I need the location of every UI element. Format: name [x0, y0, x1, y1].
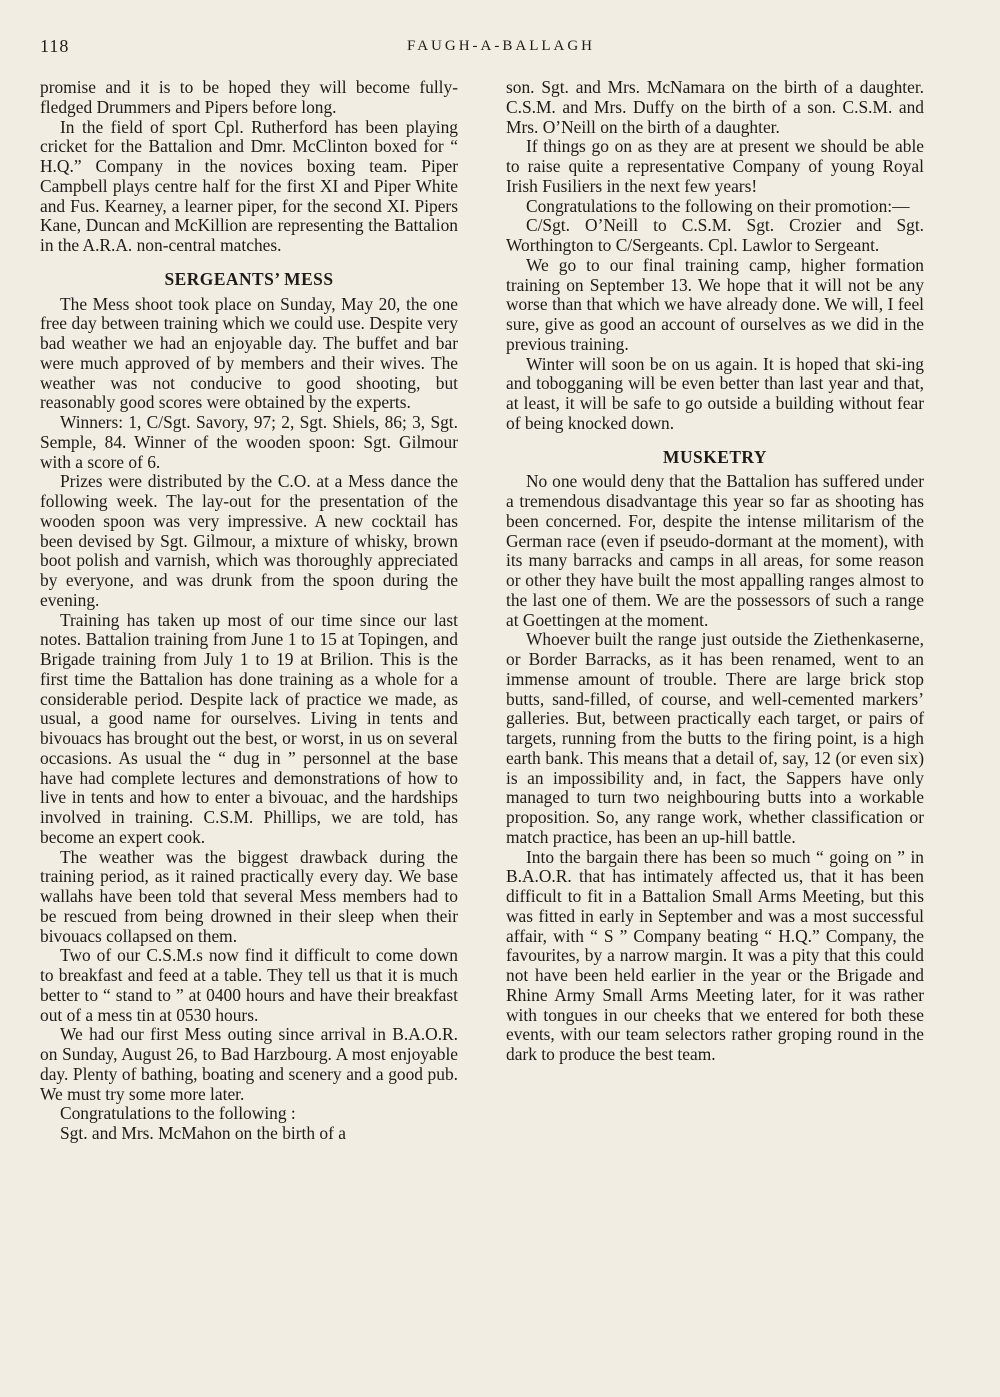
- paragraph: We had our first Mess outing since arrival in B.A.O.R. on Sunday, August 26, to Bad Harzbourg. A most enjoyable day. Plenty of bathing, boating and scenery and a good pub. We must try some more later.: [40, 1024, 458, 1104]
- paragraph: No one would deny that the Battalion has suffered under a tremendous disadvantage this year so far as shooting has been concerned. For, despite the intense militarism of the German race (even if pseudo-dormant at the moment), with its many barracks and camps in all areas, for some reason or other they have built the most appalling ranges almost to the last one of them. We are the possessors of such a range at Goettingen at the moment.: [506, 471, 924, 630]
- paragraph: Winter will soon be on us again. It is hoped that ski-ing and tobogganing will be even better than last year and that, at least, it will be safe to go outside a building without fear of being knocked down.: [506, 353, 924, 433]
- paragraph: In the field of sport Cpl. Rutherford has been playing cricket for the Battalion and Dmr. McClinton boxed for “ H.Q.” Company in the novices boxing team. Piper Campbell plays centre half for the first XI and Piper White and Fus. Kearney, a learner piper, for the second XI. Pipers Kane, Duncan and McKillion are representing the Battalion in the A.R.A. non-central matches.: [40, 116, 458, 255]
- paragraph: Whoever built the range just outside the Ziethenkaserne, or Border Barracks, as it has been renamed, went to an immense amount of trouble. There are large brick stop butts, sand-filled, of course, and well-cemented markers’ galleries. But, between practically each target, or pairs of targets, running from the butts to the firing point, is a high earth bank. This means that a detail of, say, 12 (or even six) is an impossibility and, in fact, the Sappers have only managed to turn two neighbouring butts into a workable proposition. So, any range work, whether classification or match practice, has been an up-hill battle.: [506, 629, 924, 847]
- running-head: FAUGH-A-BALLAGH: [406, 38, 596, 54]
- paragraph: Two of our C.S.M.s now find it difficult to come down to breakfast and feed at a table. They tell us that it is much better to “ stand to ” at 0400 hours and have their breakfast out of a mess tin at 0530 hours.: [40, 945, 458, 1025]
- paragraph: Into the bargain there has been so much “ going on ” in B.A.O.R. that has intimately affected us, that it has been difficult to fit in a Battalion Small Arms Meeting, but this was fitted in early in September and was a most successful affair, with “ S ” Company beating “ H.Q.” Company, the favourites, by a narrow margin. It was a pity that this could not have been held earlier in the year or the Brigade and Rhine Army Small Arms Meeting later, for it was rather with tongues in our cheeks that we entered for both these events, with our team selectors rather groping round in the dark to produce the best team.: [506, 846, 924, 1064]
- paragraph: Winners: 1, C/Sgt. Savory, 97; 2, Sgt. Shiels, 86; 3, Sgt. Semple, 84. Winner of the wooden spoon: Sgt. Gilmour with a score of 6.: [40, 412, 458, 472]
- page-number: 118: [40, 36, 70, 56]
- paragraph: If things go on as they are at present we should be able to raise quite a representative Company of young Royal Irish Fusiliers in the next few years!: [506, 136, 924, 196]
- paragraph: Congratulations to the following :: [60, 1103, 296, 1124]
- paragraph: Prizes were distributed by the C.O. at a Mess dance the following week. The lay-out for the presentation of the wooden spoon was very impressive. A new cocktail has been devised by Sgt. Gilmour, a mixture of whisky, brown boot polish and varnish, which was thoroughly appreciated by everyone, and was drunk from the spoon during the evening.: [40, 471, 458, 610]
- paragraph: We go to our final training camp, higher formation training on September 13. We hope that it will not be any worse than that which we have already done. We will, I feel sure, give as good an account of ourselves as we did in the previous training.: [506, 254, 924, 354]
- paragraph: C/Sgt. O’Neill to C.S.M. Sgt. Crozier and Sgt. Worthington to C/Sergeants. Cpl. Lawlor to Sergeant.: [506, 215, 924, 255]
- section-heading-musketry: MUSKETRY: [663, 446, 767, 467]
- paragraph: The Mess shoot took place on Sunday, May 20, the one free day between training which we could use. Despite very bad weather we had an enjoyable day. The buffet and bar were much approved of by members and their wives. The weather was not conducive to good shooting, but reasonably good scores were obtained by the experts.: [40, 293, 458, 413]
- left-column: [40, 78, 458, 1144]
- page-header: [40, 36, 962, 60]
- section-heading-sergeants-mess: SERGEANTS’ MESS: [164, 268, 334, 289]
- paragraph: Training has taken up most of our time since our last notes. Battalion training from June 1 to 15 at Topingen, and Brigade training from July 1 to 19 at Brilion. This is the first time the Battalion has done training as a whole for a considerable period. Despite lack of practice we made, as usual, a good name for ourselves. Living in tents and bivouacs has brought out the best, or worst, in us on several occasions. As usual the “ dug in ” personnel at the base have had complete lectures and demonstrations of how to live in tents and how to enter a bivouac, and the hardships involved in training. C.S.M. Phillips, we are told, has become an expert cook.: [40, 609, 458, 847]
- paragraph: Sgt. and Mrs. McMahon on the birth of a: [60, 1123, 346, 1143]
- right-column: [506, 78, 924, 1065]
- paragraph: son. Sgt. and Mrs. McNamara on the birth of a daughter. C.S.M. and Mrs. Duffy on the birth of a son. C.S.M. and Mrs. O’Neill on the birth of a daughter.: [506, 77, 924, 137]
- paragraph: The weather was the biggest drawback during the training period, as it rained practically every day. We base wallahs have been told that several Mess members had to be rescued from being drowned in their sleep when their bivouacs collapsed on them.: [40, 846, 458, 946]
- paragraph: promise and it is to be hoped they will become fully-fledged Drummers and Pipers before long.: [40, 77, 458, 117]
- paragraph: Congratulations to the following on their promotion:—: [526, 195, 910, 216]
